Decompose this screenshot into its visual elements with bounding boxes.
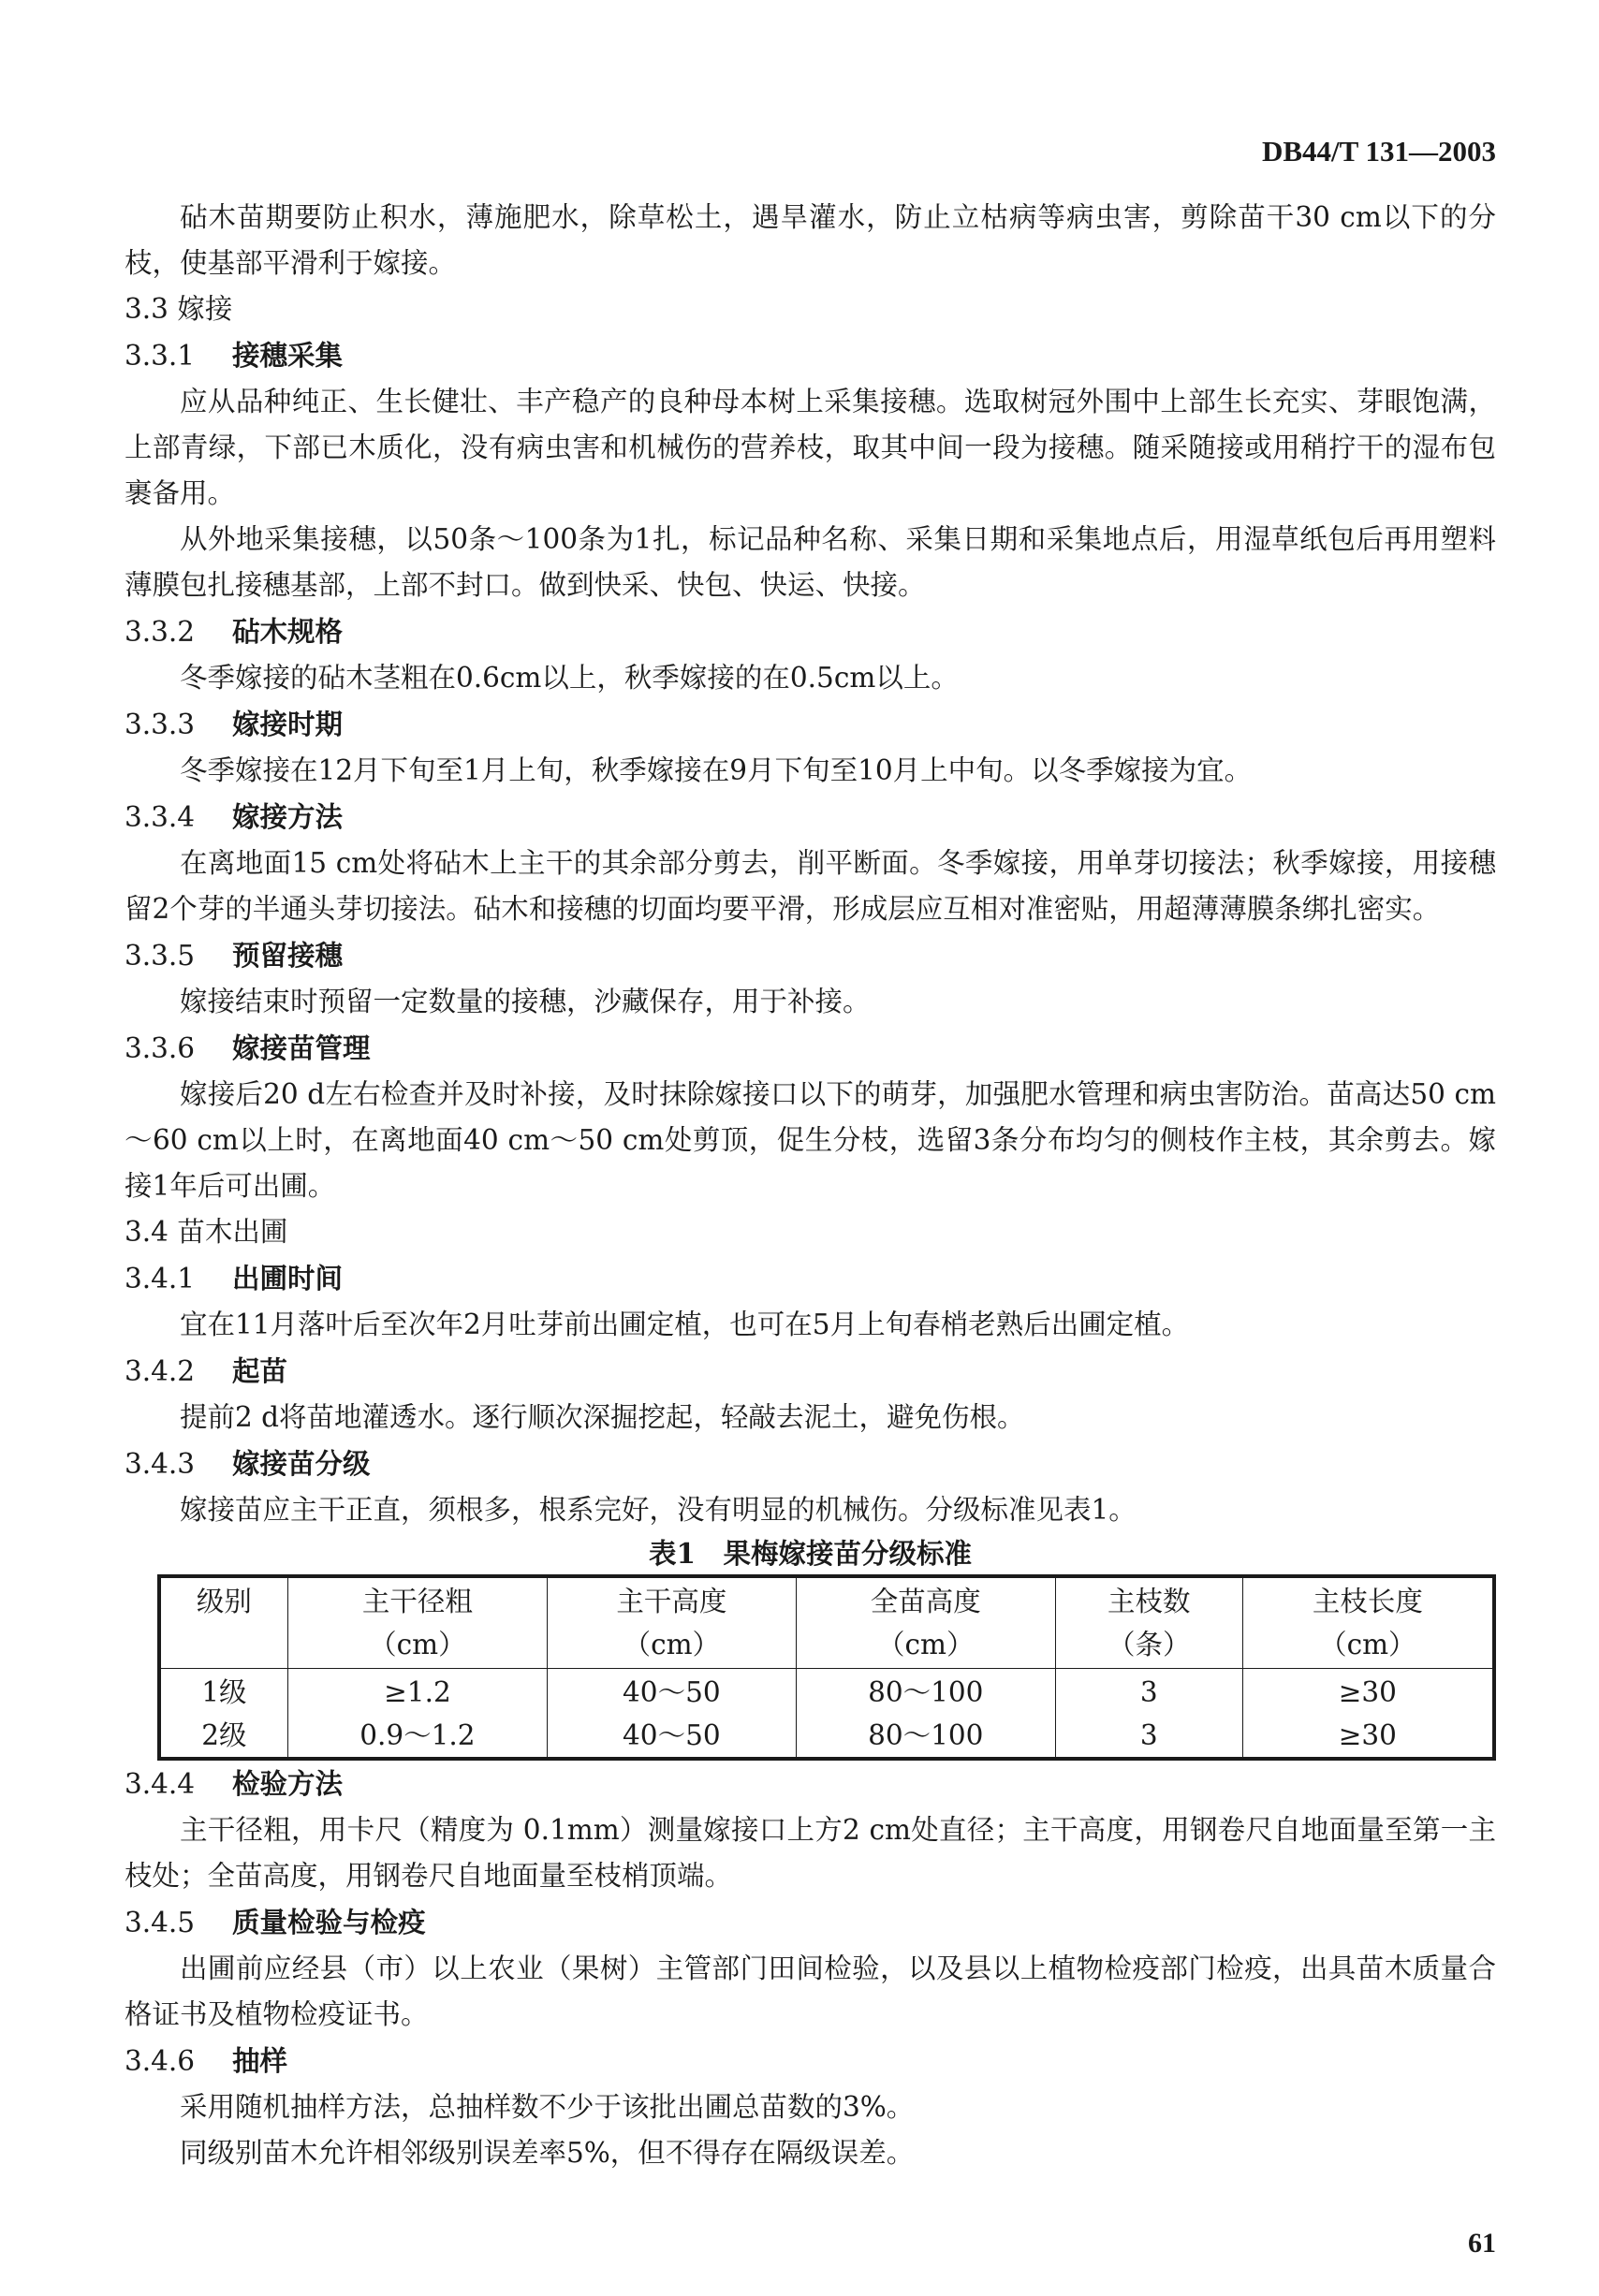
paragraph-seedling-management: 嫁接后20 d左右检查并及时补接，及时抹除嫁接口以下的萌芽，加强肥水管理和病虫害防治。苗高达50 cm～60 cm以上时，在离地面40 cm～50 cm处剪顶，促生分枝，选留3条分布均匀的侧枝作主枝，其余剪去。嫁接1年后可出圃。 [125, 1078, 1496, 1202]
heading-3-4-2 [125, 1348, 1496, 1395]
section-title: 出圃时间 [232, 1262, 344, 1294]
header-trunk-diameter: 主干径粗 （cm） [287, 1576, 547, 1669]
heading-3-4-3 [125, 1440, 1496, 1487]
section-number: 3.3.2 [125, 616, 196, 648]
table-cell: 1级 [201, 1676, 247, 1708]
page-number: 61 [1468, 2228, 1496, 2259]
heading-3-3-2 [125, 608, 1496, 655]
section-number: 3.4.3 [125, 1448, 196, 1480]
section-title: 砧木规格 [232, 615, 344, 648]
heading-3-3-4 [125, 794, 1496, 841]
heading-3-4-4 [125, 1761, 1496, 1807]
section-title: 预留接穗 [232, 939, 344, 972]
section-title: 起苗 [232, 1354, 288, 1387]
table-cell: 2级 [201, 1719, 247, 1751]
table-row [159, 1669, 1494, 1715]
section-title: 嫁接 [177, 293, 233, 325]
section-number: 3.4.1 [125, 1263, 196, 1294]
table-cell: ≥30 [1242, 1669, 1494, 1715]
document-code-header: DB44/T 131—2003 [1261, 135, 1496, 168]
section-title: 嫁接苗分级 [232, 1447, 371, 1480]
table-caption: 表1 果梅嫁接苗分级标准 [648, 1537, 973, 1570]
paragraph-rootstock-spec: 冬季嫁接的砧木茎粗在0.6cm以上，秋季嫁接的在0.5cm以上。 [180, 662, 959, 694]
paragraph-nursery-exit-time: 宜在11月落叶后至次年2月吐芽前出圃定植，也可在5月上旬春梢老熟后出圃定植。 [180, 1309, 1190, 1340]
heading-3-4-5 [125, 1899, 1496, 1946]
section-title: 接穗采集 [232, 339, 344, 372]
header-total-height: 全苗高度 （cm） [796, 1576, 1055, 1669]
section-title: 嫁接苗管理 [232, 1031, 371, 1064]
table-cell: ≥30 [1242, 1714, 1494, 1759]
heading-3-3 [125, 286, 1496, 332]
table-cell: 80～100 [796, 1669, 1055, 1715]
paragraph-inspection-method: 主干径粗，用卡尺（精度为 0.1mm）测量嫁接口上方2 cm处直径；主干高度，用钢卷尺自地面量至第一主枝处；全苗高度，用钢卷尺自地面量至枝梢顶端。 [125, 1814, 1496, 1892]
section-title: 苗木出圃 [177, 1216, 288, 1248]
paragraph-grafting-period: 冬季嫁接在12月下旬至1月上旬，秋季嫁接在9月下旬至10月上中旬。以冬季嫁接为宜。 [180, 754, 1253, 786]
section-title: 嫁接方法 [232, 800, 344, 833]
paragraph-reserve-scions: 嫁接结束时预留一定数量的接穗，沙藏保存，用于补接。 [180, 986, 871, 1017]
heading-3-3-3 [125, 701, 1496, 748]
heading-3-3-6 [125, 1025, 1496, 1072]
grading-table [157, 1574, 1496, 1761]
section-number: 3.4 [125, 1216, 169, 1248]
heading-3-4-1 [125, 1255, 1496, 1302]
section-number: 3.4.5 [125, 1907, 196, 1938]
header-grade: 级别 [159, 1576, 287, 1669]
header-main-branch-count: 主枝数 （条） [1055, 1576, 1242, 1669]
table-row [159, 1714, 1494, 1759]
heading-3-3-5 [125, 932, 1496, 979]
table-header-row [159, 1576, 1494, 1669]
paragraph-sampling-method: 采用随机抽样方法，总抽样数不少于该批出圃总苗数的3%。 [180, 2091, 915, 2123]
section-number: 3.4.4 [125, 1768, 196, 1800]
section-title: 嫁接时期 [232, 708, 344, 740]
section-number: 3.3.6 [125, 1032, 196, 1064]
table-cell: 40～50 [548, 1714, 796, 1759]
section-title: 检验方法 [232, 1767, 344, 1800]
section-number: 3.4.2 [125, 1355, 196, 1387]
heading-3-4-6 [125, 2038, 1496, 2084]
paragraph-error-tolerance: 同级别苗木允许相邻级别误差率5%，但不得存在隔级误差。 [180, 2137, 915, 2169]
table-cell: 3 [1055, 1714, 1242, 1759]
section-number: 3.3 [125, 293, 169, 325]
paragraph-seedling-grading: 嫁接苗应主干正直，须根多，根系完好，没有明显的机械伤。分级标准见表1。 [180, 1494, 1137, 1526]
document-body [125, 195, 1496, 2176]
table-cell: 3 [1055, 1669, 1242, 1715]
paragraph-scion-collection: 应从品种纯正、生长健壮、丰产稳产的良种母本树上采集接穗。选取树冠外围中上部生长充实、芽眼饱满，上部青绿，下部已木质化，没有病虫害和机械伤的营养枝，取其中间一段为接穗。随采随接或用稍拧干的湿布包裹备用。 [125, 386, 1496, 509]
section-number: 3.4.6 [125, 2045, 196, 2077]
paragraph-rootstock-care: 砧木苗期要防止积水，薄施肥水，除草松土，遇旱灌水，防止立枯病等病虫害，剪除苗干30 cm以下的分枝，使基部平滑利于嫁接。 [125, 201, 1496, 279]
header-main-branch-length: 主枝长度 （cm） [1242, 1576, 1494, 1669]
heading-3-3-1 [125, 332, 1496, 379]
table-cell: 0.9～1.2 [287, 1714, 547, 1759]
header-trunk-height: 主干高度 （cm） [548, 1576, 796, 1669]
section-number: 3.3.3 [125, 709, 196, 740]
section-number: 3.3.4 [125, 801, 196, 833]
table-cell: 80～100 [796, 1714, 1055, 1759]
table-cell: ≥1.2 [287, 1669, 547, 1715]
paragraph-seedling-lifting: 提前2 d将苗地灌透水。逐行顺次深掘挖起，轻敲去泥土，避免伤根。 [180, 1401, 1025, 1433]
paragraph-scion-transport: 从外地采集接穗，以50条～100条为1扎，标记品种名称、采集日期和采集地点后，用湿草纸包后再用塑料薄膜包扎接穗基部，上部不封口。做到快采、快包、快运、快接。 [125, 523, 1496, 601]
section-number: 3.3.1 [125, 340, 196, 372]
table-cell: 40～50 [548, 1669, 796, 1715]
section-title: 质量检验与检疫 [232, 1906, 426, 1938]
paragraph-grafting-method: 在离地面15 cm处将砧木上主干的其余部分剪去，削平断面。冬季嫁接，用单芽切接法；秋季嫁接，用接穗留2个芽的半通头芽切接法。砧木和接穗的切面均要平滑，形成层应互相对准密贴，用超薄薄膜条绑扎密实。 [125, 847, 1496, 925]
section-number: 3.3.5 [125, 940, 196, 972]
paragraph-quality-quarantine: 出圃前应经县（市）以上农业（果树）主管部门田间检验，以及县以上植物检疫部门检疫，出具苗木质量合格证书及植物检疫证书。 [125, 1952, 1496, 2030]
section-title: 抽样 [232, 2044, 288, 2077]
heading-3-4 [125, 1209, 1496, 1255]
